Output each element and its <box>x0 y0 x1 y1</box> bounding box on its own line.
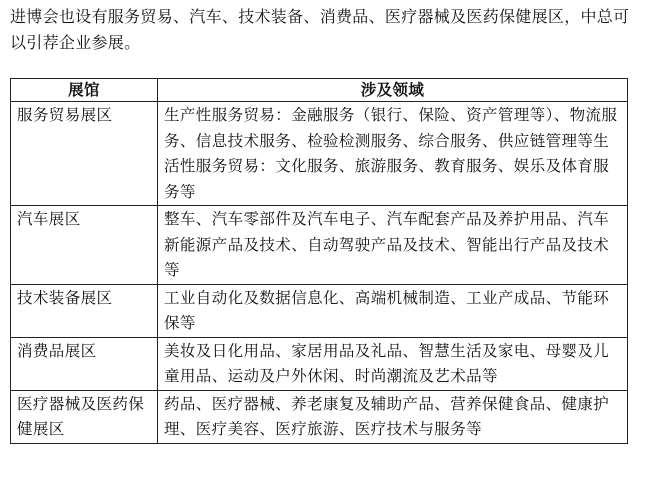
intro-paragraph: 进博会也设有服务贸易、汽车、技术装备、消费品、医疗器械及医药保健展区，中总可以引荐企业参展。 <box>10 7 630 52</box>
table-header-row <box>11 79 628 102</box>
hall-areas: 药品、医疗器械、养老康复及辅助产品、营养保健食品、健康护理、医疗美容、医疗旅游、医疗技术与服务等 <box>158 390 628 443</box>
table-row <box>11 284 628 337</box>
hall-areas: 整车、汽车零部件及汽车电子、汽车配套产品及养护用品、汽车新能源产品及技术、自动驾驶产品及技术、智能出行产品及技术等 <box>158 206 628 285</box>
hall-name: 服务贸易展区 <box>11 102 158 206</box>
hall-name: 技术装备展区 <box>11 284 158 337</box>
hall-name: 消费品展区 <box>11 337 158 390</box>
hall-name: 医疗器械及医药保健展区 <box>11 390 158 443</box>
table-row <box>11 206 628 285</box>
areas-column-header: 涉及领域 <box>158 79 628 102</box>
table-row <box>11 102 628 206</box>
hall-areas: 工业自动化及数据信息化、高端机械制造、工业产成品、节能环保等 <box>158 284 628 337</box>
exhibition-halls-table <box>10 78 628 444</box>
table-row <box>11 337 628 390</box>
hall-column-header: 展馆 <box>11 79 158 102</box>
hall-name: 汽车展区 <box>11 206 158 285</box>
table-row <box>11 390 628 443</box>
hall-areas: 美妆及日化用品、家居用品及礼品、智慧生活及家电、母婴及儿童用品、运动及户外休闲、时尚潮流及艺术品等 <box>158 337 628 390</box>
hall-areas: 生产性服务贸易：金融服务（银行、保险、资产管理等）、物流服务、信息技术服务、检验检测服务、综合服务、供应链管理等生活性服务贸易：文化服务、旅游服务、教育服务、娱乐及体育服务等 <box>158 102 628 206</box>
